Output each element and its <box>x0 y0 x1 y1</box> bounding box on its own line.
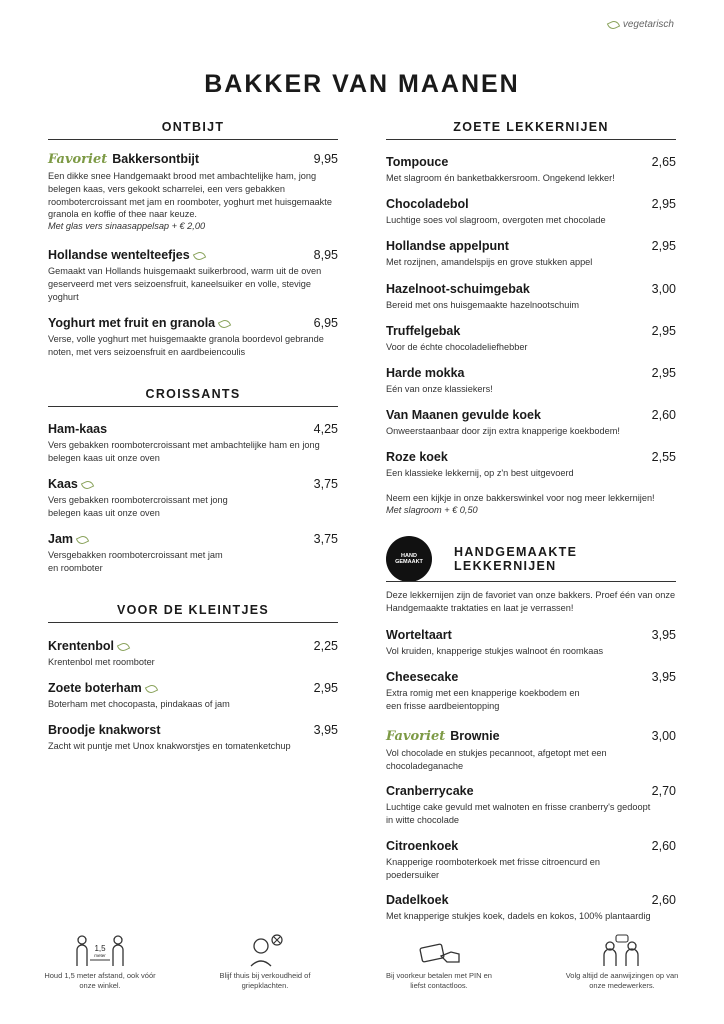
item-description: Een dikke snee Handgemaakt brood met ambachtelijke ham, jong belegen kaas, vers gekookt scharrelei, een vers gebakken roombotercroissant met jam en roomboter, yoghurt met huisgemaakte granola en koffie of thee naar keuze. <box>48 171 332 220</box>
item-description: Krentenbol met roomboter <box>48 657 155 667</box>
favorite-tag: Favoriet <box>386 729 446 744</box>
section-heading: VOOR DE KLEINTJES <box>48 603 338 623</box>
leaf-icon <box>193 250 206 262</box>
item-name: Truffelgebak <box>386 324 461 338</box>
menu-item <box>386 155 676 185</box>
sick-person-icon <box>205 934 325 968</box>
item-price: 2,60 <box>651 893 676 907</box>
menu-item <box>48 723 338 753</box>
item-name: Broodje knakworst <box>48 723 161 737</box>
item-price: 2,70 <box>651 784 676 798</box>
item-price: 2,25 <box>313 639 338 653</box>
menu-item <box>386 366 676 396</box>
item-description: Verse, volle yoghurt met huisgemaakte granola boordevol gebrande noten, met vers seizoensfruit en aardbeiencoulis <box>48 334 324 357</box>
leaf-icon <box>117 641 130 653</box>
item-price: 3,95 <box>651 628 676 642</box>
section-heading: HANDGEMAAKTE LEKKERNIJEN <box>454 545 578 573</box>
menu-item <box>386 893 676 923</box>
item-price: 4,25 <box>313 422 338 436</box>
menu-item <box>386 729 676 773</box>
extra-text: Neem een kijkje in onze bakkerswinkel voor nog meer lekkernijen! <box>386 493 655 503</box>
item-description: Luchtige cake gevuld met walnoten en frisse cranberry's gedoopt in witte chocolade <box>386 802 651 825</box>
item-price: 3,75 <box>313 532 338 546</box>
item-name: Citroenkoek <box>386 839 459 853</box>
item-name: Yoghurt met fruit en granola <box>48 316 216 330</box>
menu-item <box>48 422 338 465</box>
leaf-icon <box>81 479 94 491</box>
item-price: 2,65 <box>651 155 676 169</box>
footer-text: Houd 1,5 meter afstand, ook vóór onze winkel. <box>44 971 156 990</box>
page-title: BAKKER VAN MAANEN <box>204 70 520 98</box>
menu-item <box>48 681 338 711</box>
item-name: Tompouce <box>386 155 449 169</box>
menu-item <box>48 477 338 520</box>
item-price: 3,75 <box>313 477 338 491</box>
item-description: Vol kruiden, knapperige stukjes walnoot én roomkaas <box>386 646 604 656</box>
item-description: Zacht wit puntje met Unox knakworstjes en tomatenketchup <box>48 741 291 751</box>
item-description: Knapperige roomboterkoek met frisse citroencurd en poedersuiker <box>386 857 600 880</box>
item-description: Met slagroom én banketbakkersroom. Ongekend lekker! <box>386 173 615 183</box>
item-name: Van Maanen gevulde koek <box>386 408 541 422</box>
menu-item <box>386 239 676 269</box>
section-ontbijt <box>48 120 338 140</box>
menu-item <box>386 408 676 438</box>
section-kleintjes <box>48 603 338 623</box>
leaf-icon <box>76 534 89 546</box>
item-description: Vers gebakken roombotercroissant met jong belegen kaas uit onze oven <box>48 495 228 518</box>
leaf-icon <box>145 683 158 695</box>
leaf-icon <box>607 19 620 31</box>
item-description: Een klassieke lekkernij, op z'n best uitgevoerd <box>386 468 574 478</box>
item-name: Bakkersontbijt <box>112 152 200 166</box>
item-description: Bereid met ons huisgemaakte hazelnootschuim <box>386 300 580 310</box>
section-heading: CROISSANTS <box>48 387 338 407</box>
item-description: Gemaakt van Hollands huisgemaakt suikerbrood, warm uit de oven geserveerd met vers seizoensfruit, kaneelsuiker en volle, stevige yoghurt <box>48 266 322 302</box>
section-heading: ONTBIJT <box>48 120 338 140</box>
item-name: Cranberrycake <box>386 784 474 798</box>
item-description: Eén van onze klassiekers! <box>386 384 493 394</box>
menu-item <box>48 316 338 359</box>
item-name: Cheesecake <box>386 670 459 684</box>
item-price: 3,95 <box>651 670 676 684</box>
footer-instructions <box>562 934 682 991</box>
item-name: Hollandse appelpunt <box>386 239 509 253</box>
item-name: Ham-kaas <box>48 422 108 436</box>
item-price: 2,95 <box>313 681 338 695</box>
item-price: 2,60 <box>651 839 676 853</box>
menu-item <box>386 839 676 882</box>
footer-text: Bij voorkeur betalen met PIN en liefst contactloos. <box>386 971 492 990</box>
item-name: Hazelnoot-schuimgebak <box>386 282 530 296</box>
footer-payment <box>379 934 499 991</box>
menu-item <box>386 324 676 354</box>
item-price: 2,95 <box>651 239 676 253</box>
item-price: 2,55 <box>651 450 676 464</box>
menu-item <box>386 670 676 713</box>
item-name: Dadelkoek <box>386 893 449 907</box>
item-name: Roze koek <box>386 450 448 464</box>
item-description: Onweerstaanbaar door zijn extra knapperige koekbodem! <box>386 426 620 436</box>
item-price: 3,00 <box>651 282 676 296</box>
item-price: 3,00 <box>651 729 676 743</box>
item-name: Kaas <box>48 477 78 491</box>
item-note: Met glas vers sinaasappelsap + € 2,00 <box>48 221 206 232</box>
item-name: Brownie <box>450 729 500 743</box>
item-description: Vol chocolade en stukjes pecannoot, afgetopt met een chocoladeganache <box>386 748 607 771</box>
zoete-extra <box>386 489 681 515</box>
distance-icon <box>40 934 160 968</box>
section-croissants <box>48 387 338 407</box>
menu-item <box>48 639 338 669</box>
section-handgemaakt <box>454 545 676 573</box>
item-description: Boterham met chocopasta, pindakaas of jam <box>48 699 230 709</box>
item-price: 2,95 <box>651 324 676 338</box>
item-description: Met rozijnen, amandelspijs en grove stukken appel <box>386 257 593 267</box>
distance-unit: meter <box>94 953 106 958</box>
divider <box>386 581 676 582</box>
menu-item <box>386 628 676 658</box>
item-price: 9,95 <box>313 152 338 166</box>
menu-item <box>48 532 338 575</box>
item-name: Worteltaart <box>386 628 452 642</box>
item-name: Zoete boterham <box>48 681 142 695</box>
item-name: Krentenbol <box>48 639 114 653</box>
footer-text: Blijf thuis bij verkoudheid of griepklachten. <box>219 971 311 990</box>
footer-text: Volg altijd de aanwijzingen op van onze medewerkers. <box>565 971 679 990</box>
menu-item <box>386 282 676 312</box>
item-description: Versgebakken roombotercroissant met jam en roomboter <box>48 550 223 573</box>
handgemaakt-intro: Deze lekkernijen zijn de favoriet van onze bakkers. Proef één van onze Handgemaakte traktaties en laat je verrassen! <box>386 590 676 613</box>
item-description: Extra romig met een knapperige koekbodem en een frisse aardbeientopping <box>386 688 580 711</box>
badge-line-bottom: GEMAAKT <box>395 559 423 565</box>
distance-label: 1,5 <box>94 944 106 953</box>
item-description: Vers gebakken roombotercroissant met ambachtelijke ham en jong belegen kaas uit onze oven <box>48 440 320 463</box>
item-price: 2,95 <box>651 366 676 380</box>
menu-item <box>386 450 676 480</box>
favorite-tag: Favoriet <box>48 152 108 167</box>
staff-instructions-icon <box>562 934 682 968</box>
item-price: 3,95 <box>313 723 338 737</box>
menu-item <box>386 197 676 227</box>
item-description: Met knapperige stukjes koek, dadels en kokos, 100% plantaardig <box>386 911 651 921</box>
section-handgemaakt-header <box>386 536 676 582</box>
item-name: Jam <box>48 532 74 546</box>
contactless-card-icon <box>379 934 499 968</box>
footer-distance <box>40 934 160 991</box>
leaf-icon <box>218 318 231 330</box>
item-name: Hollandse wentelteefjes <box>48 248 190 262</box>
section-heading: ZOETE LEKKERNIJEN <box>386 120 676 140</box>
item-price: 8,95 <box>313 248 338 262</box>
menu-item <box>48 152 338 231</box>
handgemaakt-badge-icon <box>386 536 432 582</box>
vegetarian-legend <box>604 19 674 30</box>
item-price: 6,95 <box>313 316 338 330</box>
menu-item <box>48 248 338 303</box>
item-description: Luchtige soes vol slagroom, overgoten met chocolade <box>386 215 606 225</box>
item-price: 2,95 <box>651 197 676 211</box>
vegetarian-legend-label: vegetarisch <box>622 19 674 30</box>
extra-note: Met slagroom + € 0,50 <box>386 504 478 515</box>
badge-line-top: HAND <box>401 553 417 559</box>
item-description: Voor de échte chocoladeliefhebber <box>386 342 528 352</box>
menu-item <box>386 784 676 827</box>
item-price: 2,60 <box>651 408 676 422</box>
footer-stay-home <box>205 934 325 991</box>
item-name: Chocoladebol <box>386 197 469 211</box>
item-name: Harde mokka <box>386 366 465 380</box>
section-zoete-lekkernijen <box>386 120 676 140</box>
